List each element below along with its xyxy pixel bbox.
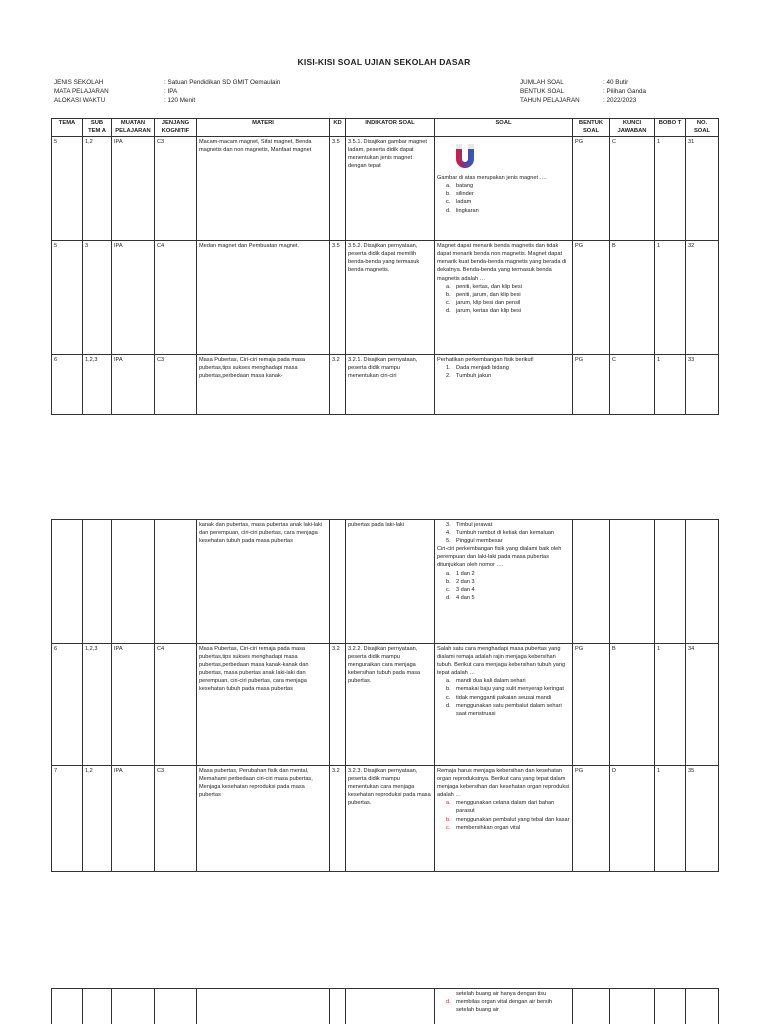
question-stem: Gambar di atas merupakan jenis magnet …. <box>437 175 547 182</box>
cell-no: 35 <box>686 766 719 872</box>
answer-options <box>437 990 570 1014</box>
cell-kunci: B <box>610 644 655 766</box>
cell-indikator: 3.2.2. Disajikan pernyataan, peserta didik mampu menguraikan cara menjaga kebersihan tubuh pada masa pubertas. <box>346 644 435 766</box>
cell-materi <box>197 989 330 1024</box>
cell-materi: Medan magnet dan Pembuatan magnet. <box>197 241 330 355</box>
cell-materi: Masa Pubertas, Ciri-ciri remaja pada masa pubertas,tips sukses menghadapi masa pubertas,perbedaan masa kanak- <box>197 355 330 415</box>
option-text: menggunakan celana dalam dari bahan parasut <box>456 800 555 815</box>
cell-kunci: C <box>610 137 655 241</box>
cell-no <box>686 989 719 1024</box>
cell-indikator: 3.5.2. Disajikan pernyataan, peserta didik dapat memilih benda-benda yang termasuk benda magnetis. <box>346 241 435 355</box>
header-materi: MATERI <box>197 119 330 137</box>
cell-bentuk: PG <box>573 355 610 415</box>
header-indikator: INDIKATOR SOAL <box>346 119 435 137</box>
option-text: menggunakan satu pembalut dalam sehari saat menstruasi <box>456 702 562 717</box>
question-stem: Perhatikan perkembangan fisik berikut! <box>437 357 534 364</box>
cell-jenjang <box>155 989 197 1024</box>
cell-tema: 5 <box>52 137 83 241</box>
option-text: Pinggul membesar <box>456 538 503 545</box>
cell-indikator: 3.2.3. Disajikan pernyataan, peserta didik mampu menentukan cara menjaga kesehatan reproduksi pada masa pubertas. <box>346 766 435 872</box>
cell-subtema: 1,2,3 <box>83 355 112 415</box>
meta-value: : Satuan Pendidikan SD GMIT Oemaulain <box>164 79 281 86</box>
meta-label: JENIS SEKOLAH <box>54 79 104 86</box>
option-mark: a. <box>446 283 451 290</box>
option-mark: b. <box>446 191 451 198</box>
cell-subtema: 1,2 <box>83 137 112 241</box>
option-text: mandi dua kali dalam sehari <box>456 678 526 685</box>
header-kunci: KUNCI JAWABAN <box>610 119 655 137</box>
header-jenjang: JENJANG KOGNITIF <box>155 119 197 137</box>
cell-muatan: IPA <box>112 355 155 415</box>
header-soal: SOAL <box>435 119 573 137</box>
option-mark: d. <box>446 999 451 1006</box>
option-mark: a. <box>446 800 451 807</box>
cell-subtema <box>83 989 112 1024</box>
option-text: tidak mengganti pakaian seusai mandi <box>456 694 552 701</box>
option-mark: a. <box>446 183 451 190</box>
cell-tema: 6 <box>52 355 83 415</box>
cell-kunci <box>610 989 655 1024</box>
option-text: ladam <box>456 199 472 206</box>
option-text: peniti, kertas, dan klip besi <box>456 283 522 290</box>
meta-value: : 120 Menit <box>164 97 196 104</box>
cell-jenjang: C3 <box>155 355 197 415</box>
cell-indikator: 3.2.1. Disajikan pernyataan, peserta didik mampu menentukan ciri-ciri <box>346 355 435 415</box>
option-text: jarum, klip besi dan pensil <box>456 299 521 306</box>
option-mark: d. <box>446 594 451 601</box>
cell-bentuk: PG <box>573 766 610 872</box>
option-mark: b. <box>446 578 451 585</box>
header-no: NO. SOAL <box>686 119 719 137</box>
option-mark: 3. <box>446 522 451 528</box>
cell-muatan: IPA <box>112 644 155 766</box>
cell-muatan <box>112 989 155 1024</box>
cell-kunci: D <box>610 766 655 872</box>
meta-value: : IPA <box>164 88 178 95</box>
option-mark: c. <box>446 199 451 206</box>
cell-bobot: 1 <box>655 766 686 872</box>
answer-option <box>437 990 570 998</box>
header-subtema: SUB TEM A <box>83 119 112 137</box>
cell-kd <box>330 989 346 1024</box>
question-stem: Magnet dapat menarik benda magnetis dan tidak dapat menarik benda non magnetis. Magnet dapat menarik kuat benda-benda magnetis yang berada di dekatnya. Benda-benda yang termasuk benda magnetis adalah … <box>437 243 567 282</box>
answer-option <box>437 998 570 1014</box>
cell-kunci: C <box>610 355 655 415</box>
option-text: menggunakan pembalut yang tebal dan kasar <box>456 816 570 823</box>
cell-tema <box>52 989 83 1024</box>
cell-materi: kanak dan pubertas, masa pubertas anak laki-laki dan perempuan, ciri-ciri pubertas, cara menjaga kesehatan tubuh pada masa pubertas <box>197 520 330 644</box>
option-text: lingkaran <box>456 207 479 214</box>
cell-bobot <box>655 989 686 1024</box>
cell-muatan: IPA <box>112 766 155 872</box>
meta-label: MATA PELAJARAN <box>54 88 109 95</box>
cell-bobot: 1 <box>655 137 686 241</box>
cell-bentuk: PG <box>573 644 610 766</box>
cell-no: 31 <box>686 137 719 241</box>
cell-indikator: 3.5.1. Disajikan gambar magnet ladam, peserta didik dapat menentukan jenis magnet dengan tepat <box>346 137 435 241</box>
cell-materi: Masa pubertas, Perubahan fisik dan mental, Memahami perbedaan ciri-ciri masa pubertas, Menjaga kesehatan reproduksi pada masa pubertas <box>197 766 330 872</box>
cell-no: 32 <box>686 241 719 355</box>
option-mark: a. <box>446 570 451 577</box>
option-text: 1 dan 2 <box>456 570 475 577</box>
cell-kd: 3.2 <box>330 355 346 415</box>
option-mark: 2. <box>446 373 451 380</box>
cell-kunci: B <box>610 241 655 355</box>
option-mark: d. <box>446 307 451 314</box>
cell-indikator: pubertas pada laki-laki <box>346 520 435 644</box>
option-text: Timbul jerawat <box>456 522 493 528</box>
cell-jenjang: C3 <box>155 766 197 872</box>
cell-bentuk: PG <box>573 241 610 355</box>
cell-kd: 3.2 <box>330 644 346 766</box>
cell-tema: 5 <box>52 241 83 355</box>
cell-subtema: 1,2,3 <box>83 644 112 766</box>
table-row-continued <box>52 989 719 1024</box>
cell-soal <box>435 989 573 1024</box>
option-text: 4 dan 5 <box>456 594 475 601</box>
option-text: Dada menjadi bidang <box>456 365 509 372</box>
meta-value: : Pilihan Ganda <box>603 88 647 95</box>
page-title: KISI-KISI SOAL UJIAN SEKOLAH DASAR <box>297 57 471 67</box>
cell-materi: Masa Pubertas, Ciri-ciri remaja pada masa pubertas,tips sukses menghadapi masa pubertas,perbedaan masa kanak-kanak dan pubertas, masa pubertas anak laki-laki dan perempuan, ciri-ciri pubertas, cara menjaga kesehatan tubuh pada masa pubertas <box>197 644 330 766</box>
cell-kd: 3.2 <box>330 766 346 872</box>
kisi-kisi-table-3 <box>51 988 719 1024</box>
option-text: 2 dan 3 <box>456 578 475 585</box>
option-mark: a. <box>446 678 451 685</box>
cell-no: 34 <box>686 644 719 766</box>
cell-bentuk: PG <box>573 137 610 241</box>
question-stem: Remaja harus menjaga kebersihan dan kesehatan organ reproduksinya. Berikut cara yang tepat dalam menjaga kebersihan dan kesehatan organ reproduksi adalah … <box>437 768 570 799</box>
option-text: Tumbuh jakun <box>456 373 492 380</box>
header-bentuk: BENTUK SOAL <box>573 119 610 137</box>
option-mark: d. <box>446 207 451 214</box>
option-text: peniti, jarum, dan klip besi <box>456 291 521 298</box>
meta-value: : 2022/2023 <box>603 97 637 104</box>
cell-kd: 3.5 <box>330 241 346 355</box>
cell-subtema: 1,2 <box>83 766 112 872</box>
cell-jenjang: C3 <box>155 137 197 241</box>
cell-subtema: 3 <box>83 241 112 355</box>
question-stem: Salah satu cara menghadapi masa pubertas yang dialami remaja adalah rajin menjaga kebersihan tubuh. Berikut cara menjaga kebersihan tubuh yang tepat adalah … <box>437 646 566 677</box>
header-muatan: MUATAN PELAJARAN <box>112 119 155 137</box>
option-mark: b. <box>446 816 451 823</box>
header-kd: KD <box>330 119 346 137</box>
question-stem: Ciri-ciri perkembangan fisik yang dialami baik oleh perempuan dan laki-laki pada masa pubertas ditunjukkan oleh nomor …. <box>437 546 562 569</box>
cell-muatan: IPA <box>112 241 155 355</box>
cell-bobot: 1 <box>655 355 686 415</box>
option-mark: 4. <box>446 530 451 537</box>
option-text: silinder <box>456 191 474 198</box>
cell-indikator <box>346 989 435 1024</box>
cell-no: 33 <box>686 355 719 415</box>
option-text: jarum, kertas dan klip besi <box>456 307 521 314</box>
cell-kd: 3.5 <box>330 137 346 241</box>
option-text: batang <box>456 183 474 190</box>
meta-label: TAHUN PELAJARAN <box>520 97 580 104</box>
option-text: membersihkan organ vital <box>456 824 521 831</box>
cell-tema: 7 <box>52 766 83 872</box>
option-mark: c. <box>446 586 451 593</box>
option-text: membilas organ vital dengan air bersih setelah buang air <box>456 999 553 1014</box>
cell-bobot: 1 <box>655 241 686 355</box>
cell-tema: 6 <box>52 644 83 766</box>
cell-bentuk <box>573 989 610 1024</box>
option-mark: c. <box>446 824 451 831</box>
option-mark: b. <box>446 686 451 693</box>
option-mark: d. <box>446 702 451 709</box>
option-text: Tumbuh rambut di ketiak dan kemaluan <box>456 530 555 537</box>
cell-jenjang: C4 <box>155 644 197 766</box>
header-bobot: BOBO T <box>655 119 686 137</box>
option-text: memakai baju yang sulit menyerap keringat <box>456 686 564 693</box>
meta-label: BENTUK SOAL <box>520 88 565 95</box>
option-text: setelah buang air hanya dengan tisu <box>456 991 547 997</box>
cell-jenjang: C4 <box>155 241 197 355</box>
option-text: 3 dan 4 <box>456 586 475 593</box>
cell-materi: Macam-macam magnet, Sifat magnet, Benda magnetis dan non magnetis, Manfaat magnet <box>197 137 330 241</box>
meta-label: JUMLAH SOAL <box>520 79 564 86</box>
option-mark: b. <box>446 291 451 298</box>
option-mark: c. <box>446 694 451 701</box>
option-mark: 1. <box>446 365 451 372</box>
option-mark: 5. <box>446 538 451 545</box>
meta-value: : 40 Butir <box>603 79 629 86</box>
option-mark: c. <box>446 299 451 306</box>
cell-bobot: 1 <box>655 644 686 766</box>
meta-label: ALOKASI WAKTU <box>54 97 106 104</box>
cell-muatan: IPA <box>112 137 155 241</box>
header-tema: TEMA <box>52 119 83 137</box>
